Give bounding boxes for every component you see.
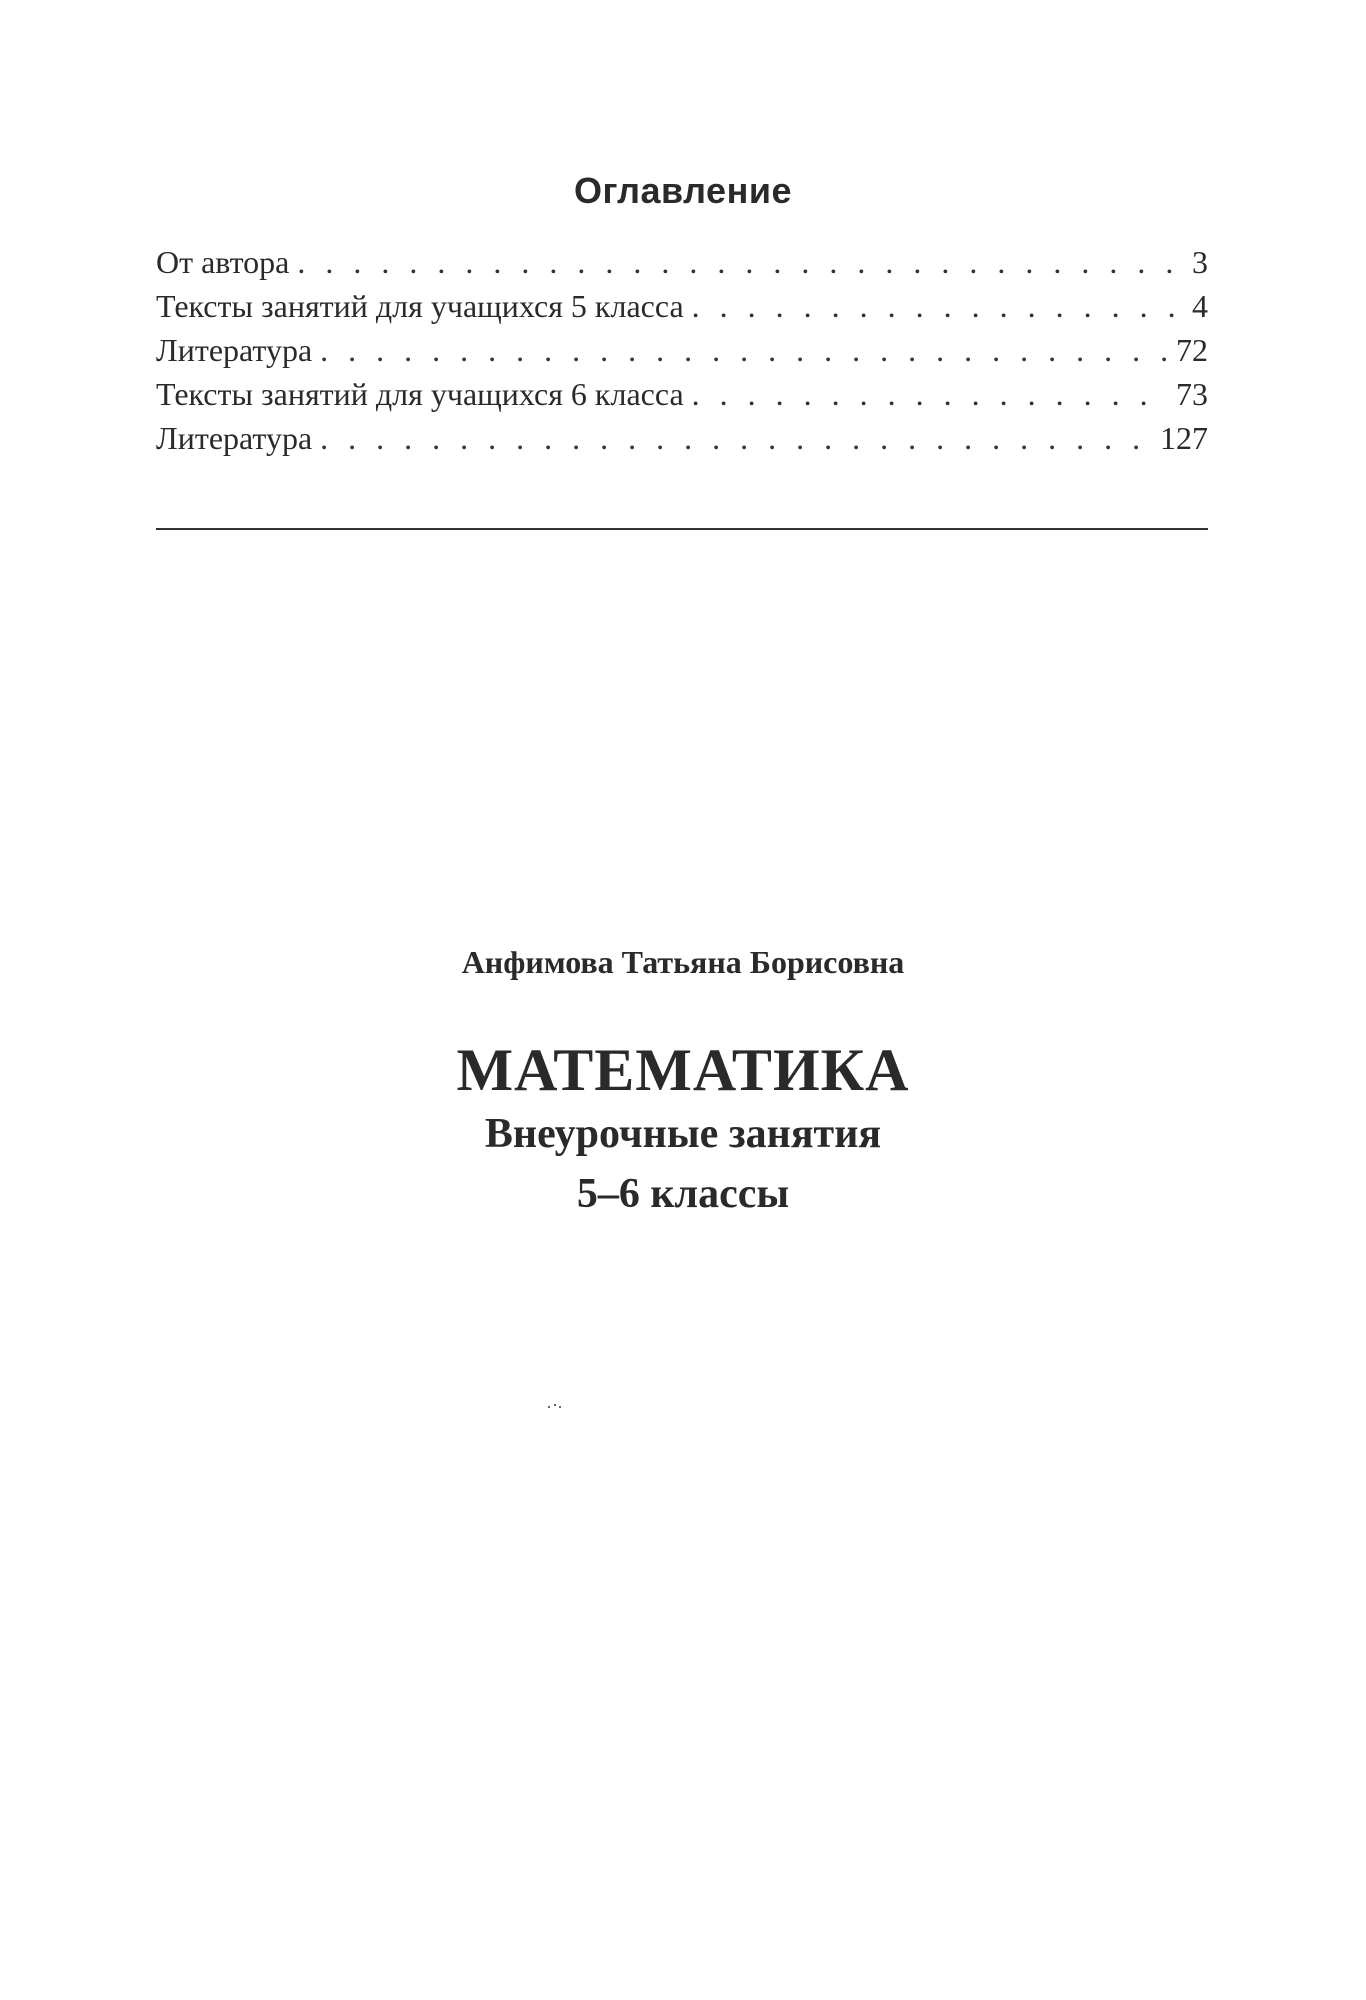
toc-heading: Оглавление: [574, 170, 792, 211]
toc-leader-dots: [692, 284, 1184, 328]
horizontal-divider: [156, 528, 1208, 530]
toc-entry-title: Тексты занятий для учащихся 5 класса: [156, 288, 684, 324]
toc-entry-page: 127: [1160, 420, 1208, 456]
book-subtitle: Внеурочные занятия: [484, 1111, 882, 1157]
toc-entry-title: От автора: [156, 244, 290, 280]
toc-leader-dots: [320, 328, 1168, 372]
toc-entry-page: 4: [1192, 288, 1208, 324]
toc-entry: [156, 416, 1208, 460]
toc-entry-page: 3: [1192, 244, 1208, 280]
table-of-contents: [156, 240, 1208, 460]
toc-entry: [156, 328, 1208, 372]
book-title: МАТЕМАТИКА: [456, 1037, 910, 1103]
toc-entry-title: Литература: [156, 420, 313, 456]
scan-speck: [548, 1404, 564, 1410]
toc-entry-page: 73: [1176, 376, 1208, 412]
book-grades: 5–6 классы: [576, 1171, 790, 1217]
author-name: Анфимова Татьяна Борисовна: [461, 944, 905, 980]
toc-leader-dots: [692, 372, 1168, 416]
toc-entry: [156, 240, 1208, 284]
toc-entry-title: Литература: [156, 332, 313, 368]
toc-entry: [156, 372, 1208, 416]
toc-entry-page: 72: [1176, 332, 1208, 368]
toc-entry: [156, 284, 1208, 328]
toc-leader-dots: [320, 416, 1152, 460]
toc-entry-title: Тексты занятий для учащихся 6 класса: [156, 376, 684, 412]
toc-leader-dots: [297, 240, 1184, 284]
